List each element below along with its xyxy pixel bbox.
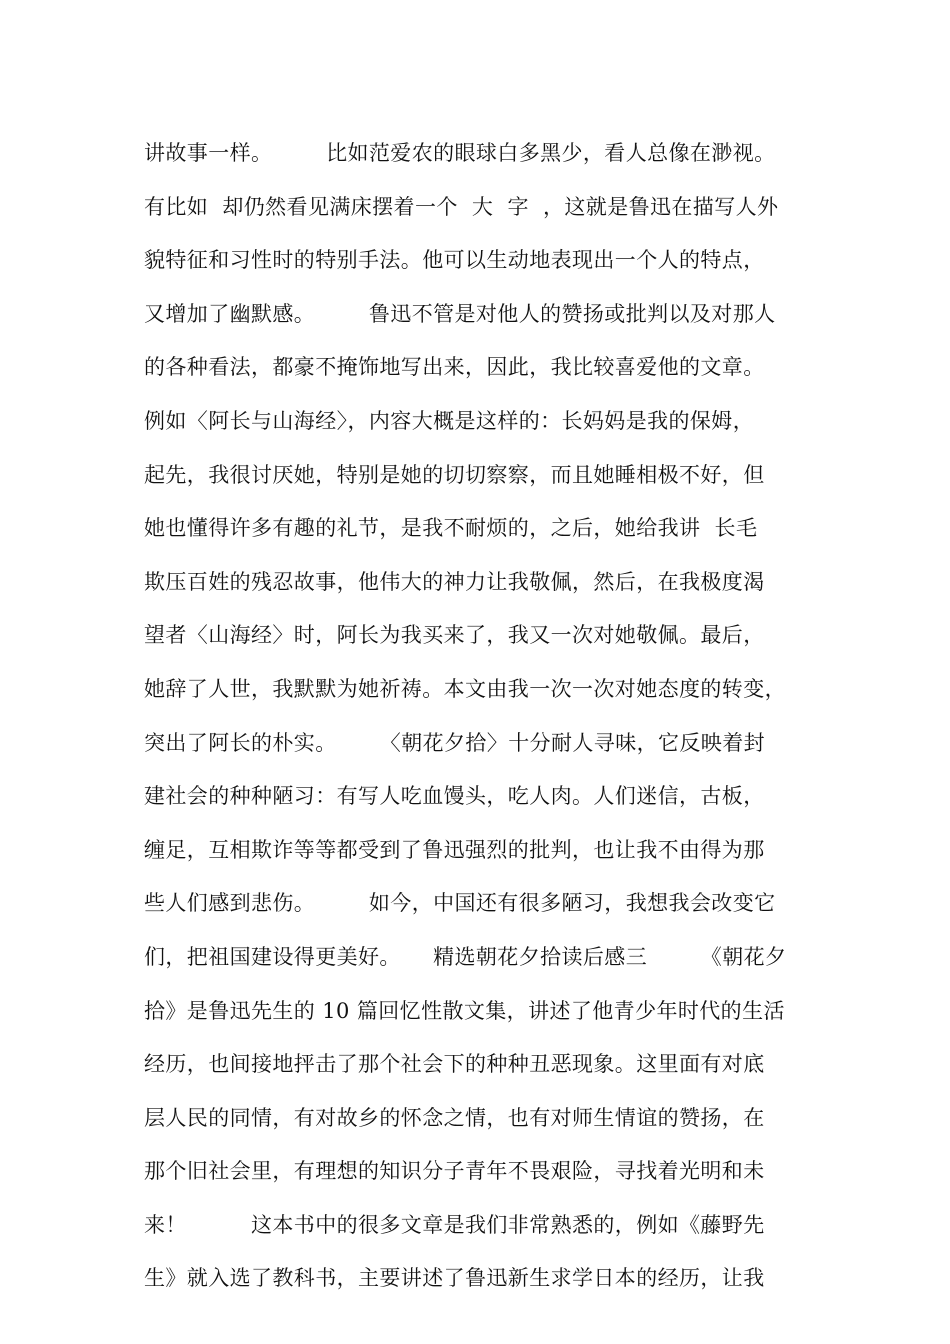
- text-line: 例如〈阿长与山海经〉，内容大概是这样的：长妈妈是我的保姆，: [144, 408, 755, 433]
- text-line: 又增加了幽默感。 鲁迅不管是对他人的赞扬或批判以及对那人: [144, 301, 776, 326]
- text-line: 讲故事一样。 比如范爱农的眼球白多黑少，看人总像在渺视。: [144, 141, 776, 165]
- text-line: 来！ 这本书中的很多文章是我们非常熟悉的，例如《藤野先: [144, 1212, 765, 1237]
- text-line: 经历，也间接地抨击了那个社会下的种种丑恶现象。这里面有对底: [144, 1052, 765, 1077]
- text-line: 貌特征和习性时的特别手法。他可以生动地表现出一个人的特点，: [144, 248, 765, 273]
- text-line: 缠足，互相欺诈等等都受到了鲁迅强烈的批判，也让我不由得为那: [144, 837, 765, 862]
- text-line: 拾》是鲁迅先生的 10 篇回忆性散文集，讲述了他青少年时代的生活: [144, 998, 785, 1023]
- text-line: 有比如 却仍然看见满床摆着一个 大 字 ，这就是鲁迅在描写人外: [144, 194, 779, 219]
- text-line: 欺压百姓的残忍故事，他伟大的神力让我敬佩，然后，在我极度渴: [144, 569, 765, 594]
- text-line: 那个旧社会里，有理想的知识分子青年不畏艰险，寻找着光明和未: [144, 1159, 765, 1184]
- text-line: 些人们感到悲伤。 如今，中国还有很多陋习，我想我会改变它: [144, 891, 776, 916]
- body-text: [144, 133, 834, 1312]
- text-line: 建社会的种种陋习：有写人吃血馒头，吃人肉。人们迷信，古板，: [144, 784, 765, 809]
- text-line: 层人民的同情，有对故乡的怀念之情，也有对师生情谊的赞扬，在: [144, 1105, 765, 1130]
- text-line: 生》就入选了教科书，主要讲述了鲁迅新生求学日本的经历，让我: [144, 1266, 765, 1291]
- text-line: 突出了阿长的朴实。 〈朝花夕拾〉十分耐人寻味，它反映着封: [144, 730, 765, 755]
- text-line: 她辞了人世，我默默为她祈祷。本文由我一次一次对她态度的转变，: [144, 676, 786, 701]
- text-line: 起先，我很讨厌她，特别是她的切切察察，而且她睡相极不好，但: [144, 462, 765, 487]
- text-line: 望者〈山海经〉时，阿长为我买来了，我又一次对她敬佩。最后，: [144, 623, 765, 648]
- text-line: 的各种看法，都豪不掩饰地写出来，因此，我比较喜爱他的文章。: [144, 355, 765, 380]
- text-line: 她也懂得许多有趣的礼节，是我不耐烦的，之后，她给我讲 长毛: [144, 516, 758, 541]
- text-line: 们，把祖国建设得更美好。 精选朝花夕拾读后感三 《朝花夕: [144, 944, 787, 969]
